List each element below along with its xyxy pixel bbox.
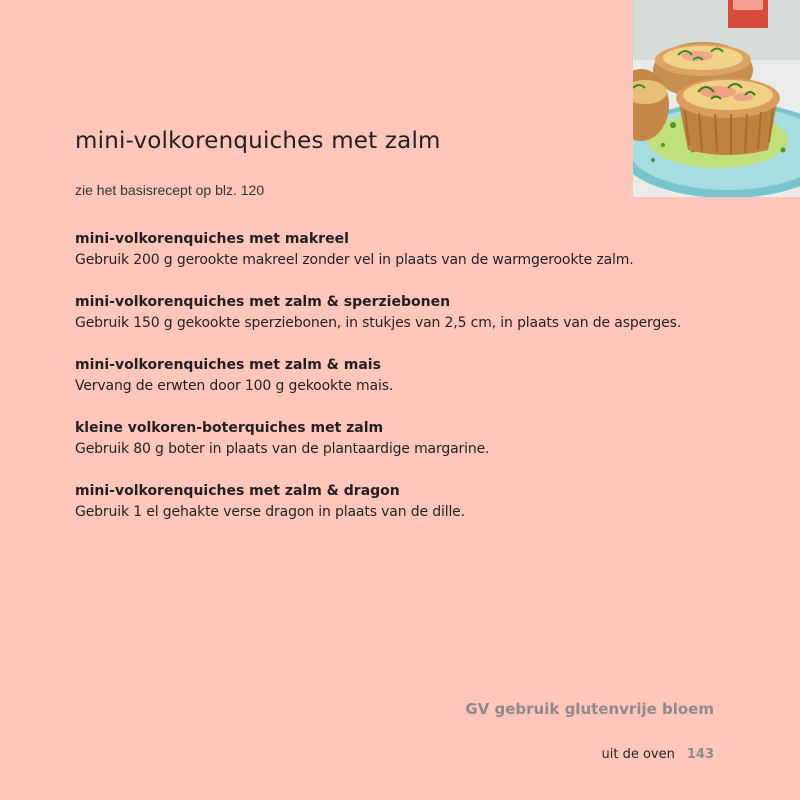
variation-title: mini-volkorenquiches met zalm & mais (75, 357, 381, 373)
variation-instruction: Vervang de erwten door 100 g gekookte mais. (75, 378, 394, 394)
variation-item (75, 418, 715, 460)
quiche-photo (633, 0, 800, 197)
variation-instruction: Gebruik 80 g boter in plaats van de plantaardige margarine. (75, 441, 490, 457)
variation-instruction: Gebruik 150 g gekookte sperziebonen, in stukjes van 2,5 cm, in plaats van de asperges. (75, 315, 682, 331)
variation-item (75, 229, 715, 271)
quiche-photo-illustration (633, 0, 800, 197)
variation-title: kleine volkoren-boterquiches met zalm (75, 420, 384, 436)
variation-item (75, 292, 715, 334)
variations-list (75, 229, 715, 544)
variation-title: mini-volkorenquiches met zalm & sperziebonen (75, 294, 451, 310)
variation-item (75, 355, 715, 397)
variation-instruction: Gebruik 200 g gerookte makreel zonder vel in plaats van de warmgerookte zalm. (75, 252, 634, 268)
variation-title: mini-volkorenquiches met makreel (75, 231, 349, 247)
variation-title: mini-volkorenquiches met zalm & dragon (75, 483, 400, 499)
recipe-title: mini-volkorenquiches met zalm (75, 128, 441, 154)
gluten-free-note: GV gebruik glutenvrije bloem (465, 700, 714, 718)
section-label: uit de oven (601, 747, 675, 762)
base-recipe-reference: zie het basisrecept op blz. 120 (75, 182, 265, 198)
page-number: 143 (686, 747, 714, 762)
variation-item (75, 481, 715, 523)
page-footer (602, 747, 715, 762)
variation-instruction: Gebruik 1 el gehakte verse dragon in plaats van de dille. (75, 504, 465, 520)
